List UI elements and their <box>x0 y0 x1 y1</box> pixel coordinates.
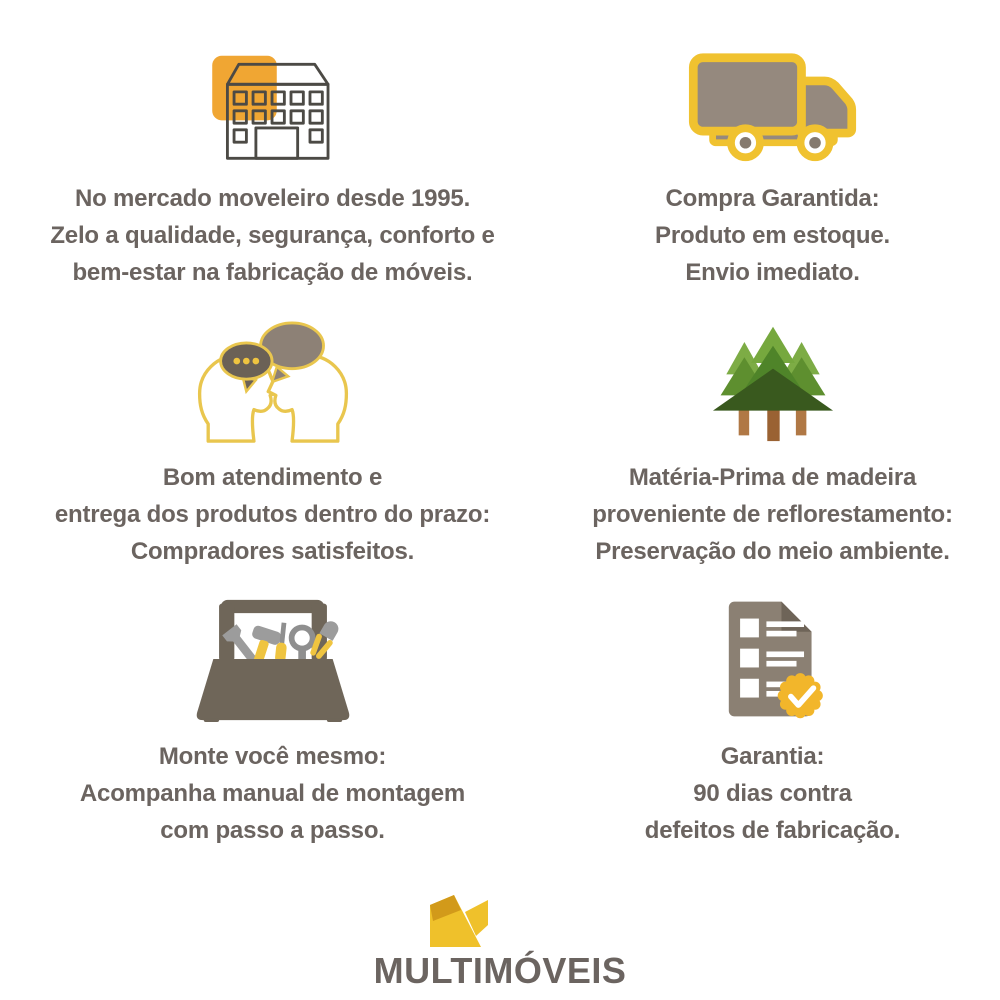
feature-text-line: Envio imediato. <box>685 259 860 286</box>
feature-text-line: No mercado moveleiro desde 1995. <box>74 185 471 212</box>
feature-service <box>0 321 545 570</box>
multimoveis-m-mark-icon <box>423 889 497 956</box>
feature-text-line: Monte você mesmo: <box>158 743 387 770</box>
feature-text-line: Zelo a qualidade, segurança, conforto e <box>50 222 495 249</box>
feature-stock <box>545 42 1000 291</box>
feature-text-line: entrega dos produtos dentro do prazo: <box>54 501 491 528</box>
brand-logo <box>0 889 1000 992</box>
feature-text-line: Produto em estoque. <box>655 222 890 249</box>
feature-text-line: proveniente de reflorestamento: <box>592 501 953 528</box>
brand-name: MULTIMÓVEIS <box>373 950 627 991</box>
feature-text-line: com passo a passo. <box>160 817 385 844</box>
building-icon <box>205 42 340 164</box>
toolbox-icon <box>192 600 354 722</box>
feature-text-line: Acompanha manual de montagem <box>79 780 466 807</box>
feature-text-line: bem-estar na fabricação de móveis. <box>72 259 473 286</box>
warranty-checklist-icon <box>715 600 831 722</box>
feature-text-line: defeitos de fabricação. <box>644 817 901 844</box>
feature-history <box>0 42 545 291</box>
feature-text-line: Garantia: <box>720 743 825 770</box>
feature-text-line: Preservação do meio ambiente. <box>595 538 950 565</box>
feature-text-line: Compra Garantida: <box>665 185 880 212</box>
customer-chat-icon <box>193 321 353 443</box>
feature-text-line: Compradores satisfeitos. <box>130 538 415 565</box>
feature-text-line: 90 dias contra <box>693 780 852 807</box>
feature-warranty <box>545 600 1000 849</box>
delivery-truck-icon <box>683 42 863 164</box>
feature-eco <box>545 321 1000 570</box>
feature-text-line: Matéria-Prima de madeira <box>628 464 917 491</box>
feature-assembly <box>0 600 545 849</box>
feature-text-line: Bom atendimento e <box>162 464 383 491</box>
pine-trees-icon <box>709 321 837 443</box>
